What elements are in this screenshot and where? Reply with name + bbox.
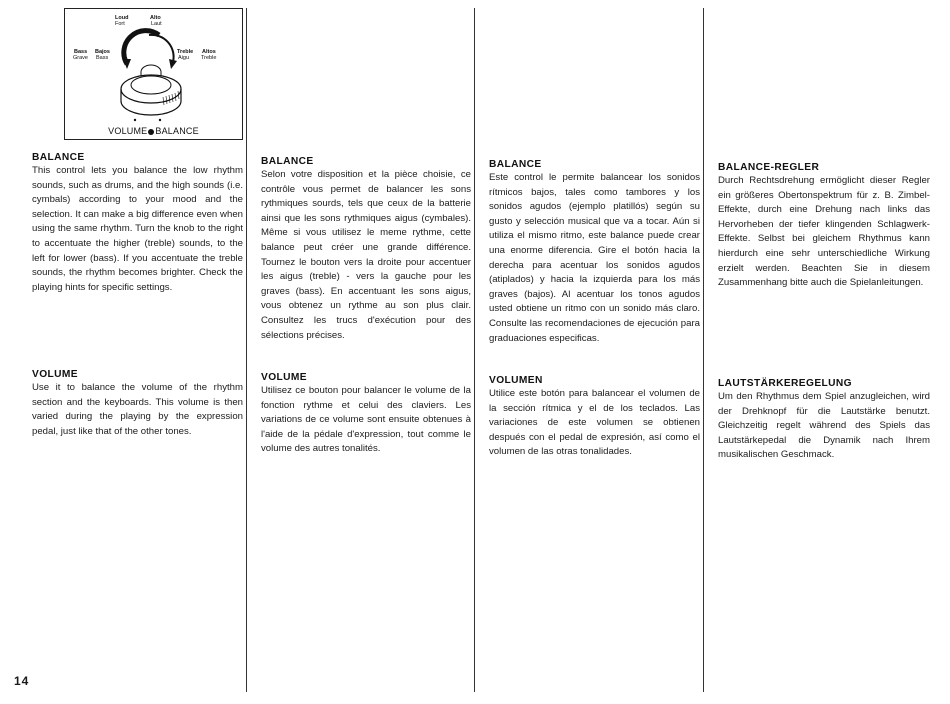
column-divider-1: [246, 8, 247, 692]
english-volume-heading: VOLUME: [32, 369, 78, 380]
column-english-volume: [32, 368, 243, 439]
column-french-volume: [261, 371, 471, 457]
caption-knob-icon: [148, 129, 154, 135]
french-volume-text: Utilisez ce bouton pour balancer le volume de la fonction rythme et celui des claviers. Les variations de ce volume sont ensuite obtenues à l'aide de la pédale d'expression, tout comme le volume des autres tonalités.: [261, 385, 471, 455]
column-divider-2: [474, 8, 475, 692]
label-bass: Bass: [74, 49, 88, 55]
german-balance-heading: BALANCE-REGLER: [718, 162, 820, 173]
spanish-balance-heading: BALANCE: [489, 159, 542, 170]
label-bass-de: Bass: [96, 55, 109, 61]
german-volume-text: Um den Rhythmus dem Spiel anzugleichen, wird der Drehknopf für die Lautstärke benutzt. Gleichzeitig regelt während des Spiels das Lautstärkepedal die Dynamik nach Ihrem musikalischen Geschmack.: [718, 391, 930, 461]
spanish-balance-text: Este control le permite balancear los sonidos rítmicos bajos, tales como tambores y los sonidos agudos (ejemplo platillós) según su gusto y selección musical que va a tocar. Aún si utiliza el mismo ritmo, este balance puede crear una enorme diferencia. Gire el botón hacia la derecha para acentuar los sonidos agudos (atiplados) y hacia la izquierda para los más graves (bajos). Al acentuar los tonos agudos usted obtiene un ritmo con un sonido más claro. Consulte las recomendaciones de ejecución para graduaciones especificas.: [489, 172, 700, 344]
english-balance-text: This control lets you balance the low rhythm sounds, such as drums, and the high sounds (i.e. cymbals) according to your mood and the selection. It can make a big difference even when using the same rhythm. Turn the knob to the right to accentuate the higher (treble) sounds, to the left for lower (bass). If you accentuate the treble sounds, the rhythm becomes brighter. Check the playing hints for specific settings.: [32, 165, 243, 293]
german-balance-text: Durch Rechtsdrehung ermöglicht dieser Regler ein größeres Obertonspektrum für z. B. Zimbel-Effekte, durch eine Drehung nach links das Hervorheben der tiefer klingenden Schlagwerk-Effekte. Selbst bei gleichem Rhythmus kann hierdurch eine sehr unterschiedliche Wirkung erzielt werden. Beachten Sie in diesem Zusammenhang bitte auch die Spielanleitungen.: [718, 175, 930, 289]
label-altos: Altos: [202, 49, 216, 55]
dual-knob-illustration: [65, 9, 242, 139]
column-divider-3: [703, 8, 704, 692]
knob-caption: [65, 126, 242, 136]
spanish-volume-text: Utilice este botón para balancear el volumen de la sección rítmica y el de los teclados. Las variaciones de este volumen se obtienen después con el pedal de expresión, así como el volumen de las otras tonalidades.: [489, 388, 700, 458]
column-german-volume: [718, 377, 930, 463]
french-balance-text: Selon votre disposition et la pièce choisie, ce contrôle vous permet de balancer les sons rythmiques sourds, tels que ceux de la batterie ainsi que les sons rythmiques aigus (cymbales). Même si vous utilisez le meme rythme, cette balance peut créer une grande différence. Tournez le bouton vers la droite pour accentuer les aigus (treble) - vers la gauche pour les graves (bass). En accentuant les sons aigus, vous obtenez un rythme au son plus clair. Consultez les trucs d'exécution pour des sélections précises.: [261, 169, 471, 341]
label-loud: Loud: [115, 15, 129, 21]
french-balance-heading: BALANCE: [261, 156, 314, 167]
column-french: [261, 155, 471, 343]
english-volume-text: Use it to balance the volume of the rhythm section and the keyboards. This volume is then varied during the playing by the expression pedal, just like that of the other tones.: [32, 382, 243, 437]
column-english: [32, 151, 243, 295]
caption-balance: BALANCE: [155, 126, 199, 136]
label-alto: Alto: [150, 15, 161, 21]
label-fort: Fort: [115, 21, 125, 27]
label-treble: Treble: [177, 49, 194, 55]
label-aigu: Aigu: [178, 55, 190, 61]
caption-volume: VOLUME: [108, 126, 148, 136]
label-laut: Laut: [151, 21, 162, 27]
english-balance-heading: BALANCE: [32, 152, 85, 163]
column-spanish: [489, 158, 700, 346]
spanish-volume-heading: VOLUMEN: [489, 375, 543, 386]
french-volume-heading: VOLUME: [261, 372, 307, 383]
german-volume-heading: LAUTSTÄRKEREGELUNG: [718, 378, 852, 389]
label-bajos: Bajos: [95, 49, 110, 55]
knob-diagram: [64, 8, 243, 140]
label-treble-de: Treble: [201, 55, 217, 61]
label-grave: Grave: [73, 55, 88, 61]
column-spanish-volume: [489, 374, 700, 460]
column-german: [718, 161, 930, 291]
page-number: 14: [14, 674, 30, 688]
right-rotation-arrow-icon: [149, 35, 174, 62]
